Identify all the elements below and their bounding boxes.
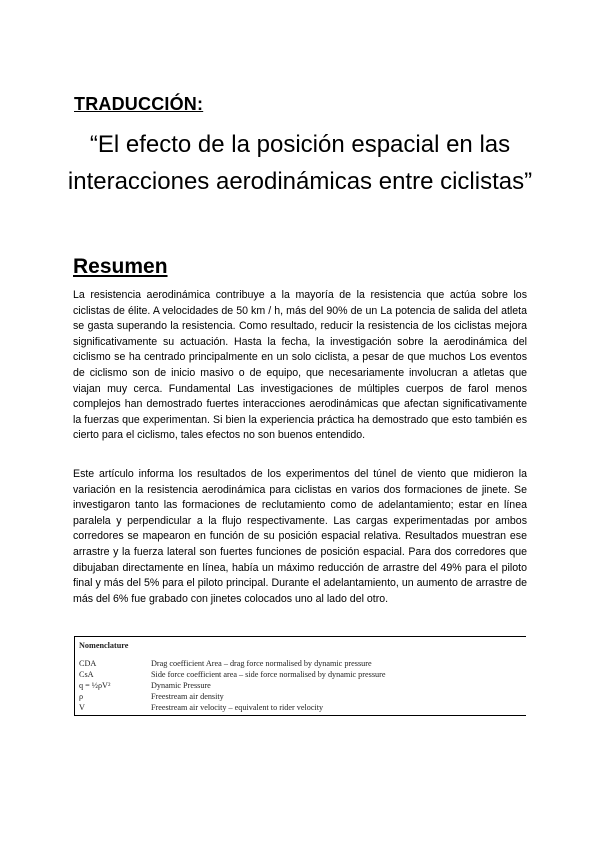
nomenclature-definition: Side force coefficient area – side force normalised by dynamic pressure <box>151 670 386 679</box>
abstract-paragraph-2: Este artículo informa los resultados de los experimentos del túnel de viento que midieron la variación en la resistencia aerodinámica para ciclistas en varios dos formaciones de jinete. Se investigaron tanto las formaciones de reclutamiento como de adelantamiento; estar en línea paralela y perpendicular a la flujo respectivamente. Las cargas experimentadas por ambos corredores se mapearon en función de su posición espacial relativa. Resultados muestran ese arrastre y la fuerza lateral son fuertes funciones de posición espacial. Para dos corredores que dibujaban directamente en línea, había un máximo reducción de arrastre del 49% para el piloto final y más del 5% para el piloto principal. Durante el adelantamiento, un aumento de arrastre de más del 6% fue grabado con jinetes colocados uno al lado del otro. <box>73 468 527 605</box>
nomenclature-row <box>75 691 526 702</box>
nomenclature-row <box>75 658 526 669</box>
nomenclature-definition: Freestream air density <box>151 692 224 701</box>
nomenclature-definition: Freestream air velocity – equivalent to rider velocity <box>151 703 324 712</box>
nomenclature-table <box>74 636 526 716</box>
nomenclature-definition: Dynamic Pressure <box>151 681 211 690</box>
nomenclature-symbol: q = ½ρV² <box>79 681 111 690</box>
nomenclature-row <box>75 702 526 713</box>
nomenclature-symbol: V <box>79 703 85 712</box>
nomenclature-symbol: CsA <box>79 670 94 679</box>
nomenclature-row <box>75 680 526 691</box>
nomenclature-symbol: CDA <box>79 659 97 668</box>
nomenclature-symbol: ρ <box>79 692 84 701</box>
nomenclature-row <box>75 669 526 680</box>
nomenclature-definition: Drag coefficient Area – drag force normalised by dynamic pressure <box>151 659 372 668</box>
abstract-paragraph-1: La resistencia aerodinámica contribuye a la mayoría de la resistencia que actúa sobre los ciclistas de élite. A velocidades de 50 km / h, más del 90% de un La potencia de salida del atleta se gasta superando la resistencia. Como resultado, reducir la resistencia de los ciclistas mejora significativamente su actuación. Hasta la fecha, la investigación sobre la aerodinámica del ciclismo se ha centrado principalmente en un solo ciclista, a pesar de que muchos Los eventos de ciclismo son de inicio masivo o de equipo, que necesariamente involucran a atletas que viajan muy cerca. Fundamental Las investigaciones de múltiples cuerpos de farol menos complejos han demostrado fuertes interacciones aerodinámicas que afectan significativamente la fuerzas que experimentan. Si bien la experiencia práctica ha demostrado que esto también es cierto para el ciclismo, tales efectos no son buenos entendido. <box>73 289 527 442</box>
document-title: “El efecto de la posición espacial en las interacciones aerodinámicas entre ciclistas” <box>67 131 533 195</box>
nomenclature-title: Nomenclature <box>79 641 129 650</box>
translation-heading: TRADUCCIÓN: <box>74 94 204 114</box>
abstract-heading: Resumen <box>73 255 168 278</box>
